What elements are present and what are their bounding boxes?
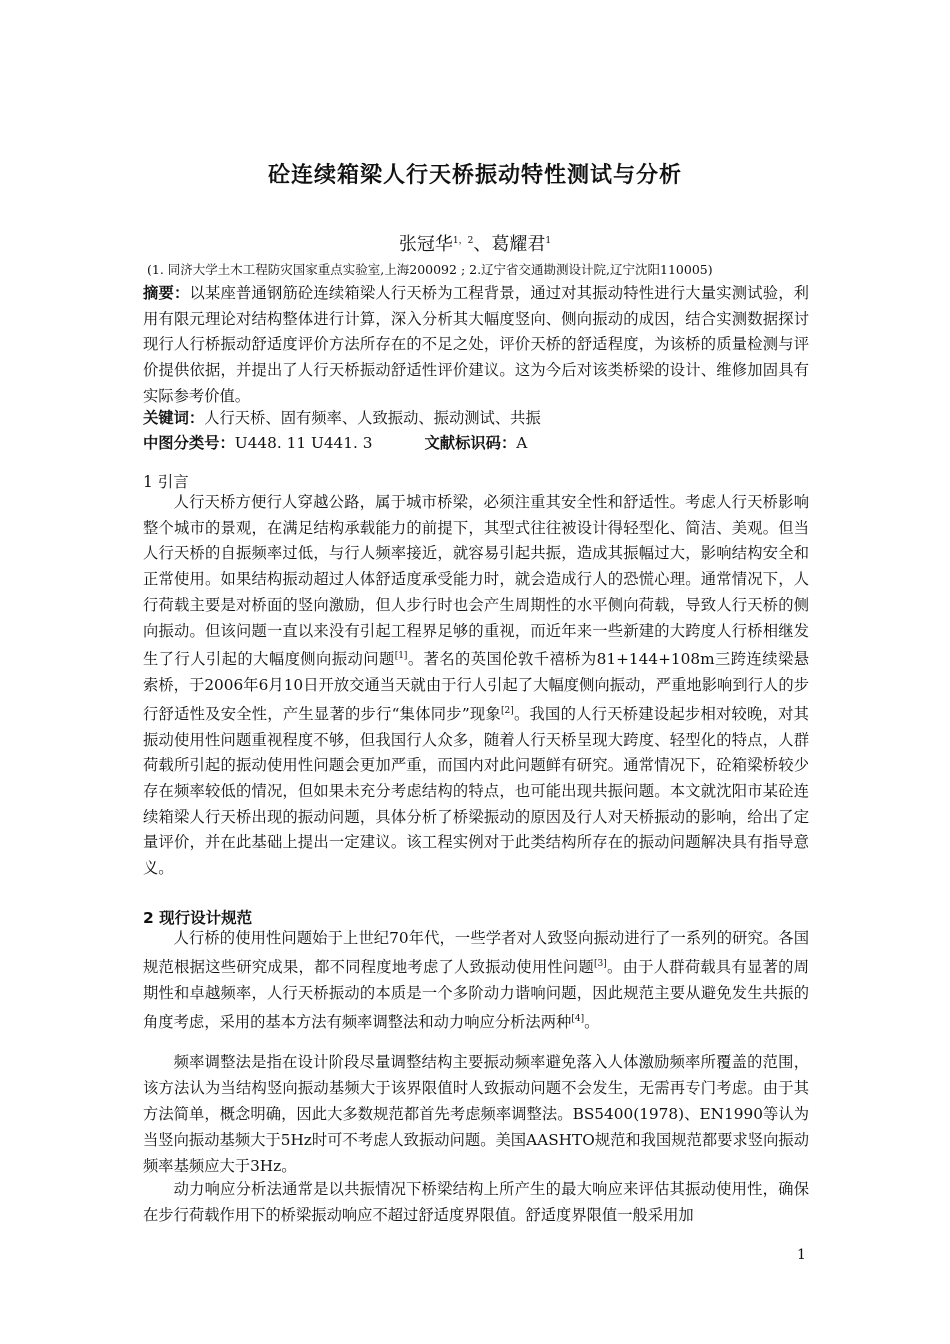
paragraph-text: 人行桥的使用性问题始于上世纪70年代，一些学者对人致竖向振动进行了一系列的研究。各国规范根据这些研究成果，都不同程度地考虑了人致振动使用性问题 [143,929,809,976]
citation: [2] [500,705,514,716]
abstract [143,281,809,410]
citation: [4] [571,1013,585,1024]
paragraph-text: 。我国的人行天桥建设起步相对较晚，对其振动使用性问题重视程度不够，但我国行人众多，随着人行天桥呈现大跨度、轻型化的特点，人群荷载所引起的振动使用性问题会更加严重，而国内对此问题鲜有研究。通常情况下，砼箱梁桥较少存在频率较低的情况，但如果未充分考虑结构的特点，也可能出现共振问题。本文就沈阳市某砼连续箱梁人行天桥出现的振动问题，具体分析了桥梁振动的原因及行人对天桥振动的影响，给出了定量评价，并在此基础上提出一定建议。该工程实例对于此类结构所存在的振动问题解决具有指导意义。 [143,704,809,878]
doc-code-label: 文献标识码： [424,434,517,452]
author-name: 张冠华 [398,234,453,255]
paragraph-text: 。 [584,1012,600,1031]
section2-paragraph: 动力响应分析法通常是以共振情况下桥梁结构上所产生的最大响应来评估其振动使用性，确保在步行荷载作用下的桥梁振动响应不超过舒适度界限值。舒适度界限值一般采用加 [143,1180,809,1224]
author-separator: 、 [473,234,492,255]
keywords [143,406,541,428]
paper-title: 砼连续箱梁人行天桥振动特性测试与分析 [267,163,682,188]
affiliation: (1. 同济大学土木工程防灾国家重点实验室,上海200092 ; 2.辽宁省交通勘测设计院,辽宁沈阳110005) [147,262,713,277]
author-line [0,230,950,256]
doc-code-value: A [516,434,528,452]
section-heading: 1 引言 [143,473,189,491]
section2-paragraph: 频率调整法是指在设计阶段尽量调整结构主要振动频率避免落入人体激励频率所覆盖的范围，该方法认为当结构竖向振动基频大于该界限值时人致振动问题不会发生，无需再专门考虑。由于其方法简单，概念明确，因此大多数规范都首先考虑频率调整法。BS5400(1978)、EN1990等认为当竖向振动基频大于5Hz时可不考虑人致振动问题。美国AASHTO规范和我国规范都要求竖向振动频率基频应大于3Hz。 [143,1053,809,1175]
citation: [1] [394,651,408,662]
classification-label: 中图分类号： [143,434,235,452]
paragraph-text: 人行天桥方便行人穿越公路，属于城市桥梁，必须注重其安全性和舒适性。考虑人行天桥影响整个城市的景观，在满足结构承载能力的前提下，其型式往往被设计得轻型化、简洁、美观。但当人行天桥的自振频率过低，与行人频率接近，就容易引起共振，造成其振幅过大，影响结构安全和正常使用。如果结构振动超过人体舒适度承受能力时，就会造成行人的恐慌心理。通常情况下，人行荷载主要是对桥面的竖向激励，但人步行时也会产生周期性的水平侧向荷载，导致人行天桥的侧向振动。但该问题一直以来没有引起工程界足够的重视，而近年来一些新建的大跨度人行桥相继发生了行人引起的大幅度侧向振动问题 [143,493,809,669]
section2-paragraph [143,926,809,1036]
keywords-text: 人行天桥、固有频率、人致振动、振动测试、共振 [204,409,541,427]
section-heading: 2 现行设计规范 [143,909,253,927]
classification-line [143,431,527,453]
paragraph-text: 。由于人群荷载具有显著的周期性和卓越频率，人行天桥振动的本质是一个多阶动力谐响问题，因此规范主要从避免发生共振的角度考虑，采用的基本方法有频率调整法和动力响应分析法两种 [143,958,809,1031]
keywords-label: 关键词： [143,409,205,427]
author-affil-sup: 1，2 [452,236,474,246]
citation: [3] [594,958,607,969]
author-affil-sup: 1 [545,236,552,246]
paragraph-text: 。著名的英国伦敦千禧桥为81+144+108m三跨连续梁悬索桥，于2006年6月10日开放交通当天就由于行人引起了大幅度侧向振动，严重地影响到行人的步行舒适性及安全性，产生显著的步行“集体同步”现象 [143,650,809,723]
author-name: 葛耀君 [491,234,546,255]
section1-paragraph [143,490,809,882]
abstract-label: 摘要： [143,284,190,302]
abstract-text: 以某座普通钢筋砼连续箱梁人行天桥为工程背景，通过对其振动特性进行大量实测试验，利用有限元理论对结构整体进行计算，深入分析其大幅度竖向、侧向振动的成因，结合实测数据探讨现行人行桥振动舒适度评价方法所存在的不足之处，评价天桥的舒适程度，为该桥的质量检测与评价提供依据，并提出了人行天桥振动舒适性评价建议。这为今后对该类桥梁的设计、维修加固具有实际参考价值。 [143,284,809,405]
classification-value: U448. 11 U441. 3 [234,434,373,452]
page-number: 1 [797,1247,806,1263]
